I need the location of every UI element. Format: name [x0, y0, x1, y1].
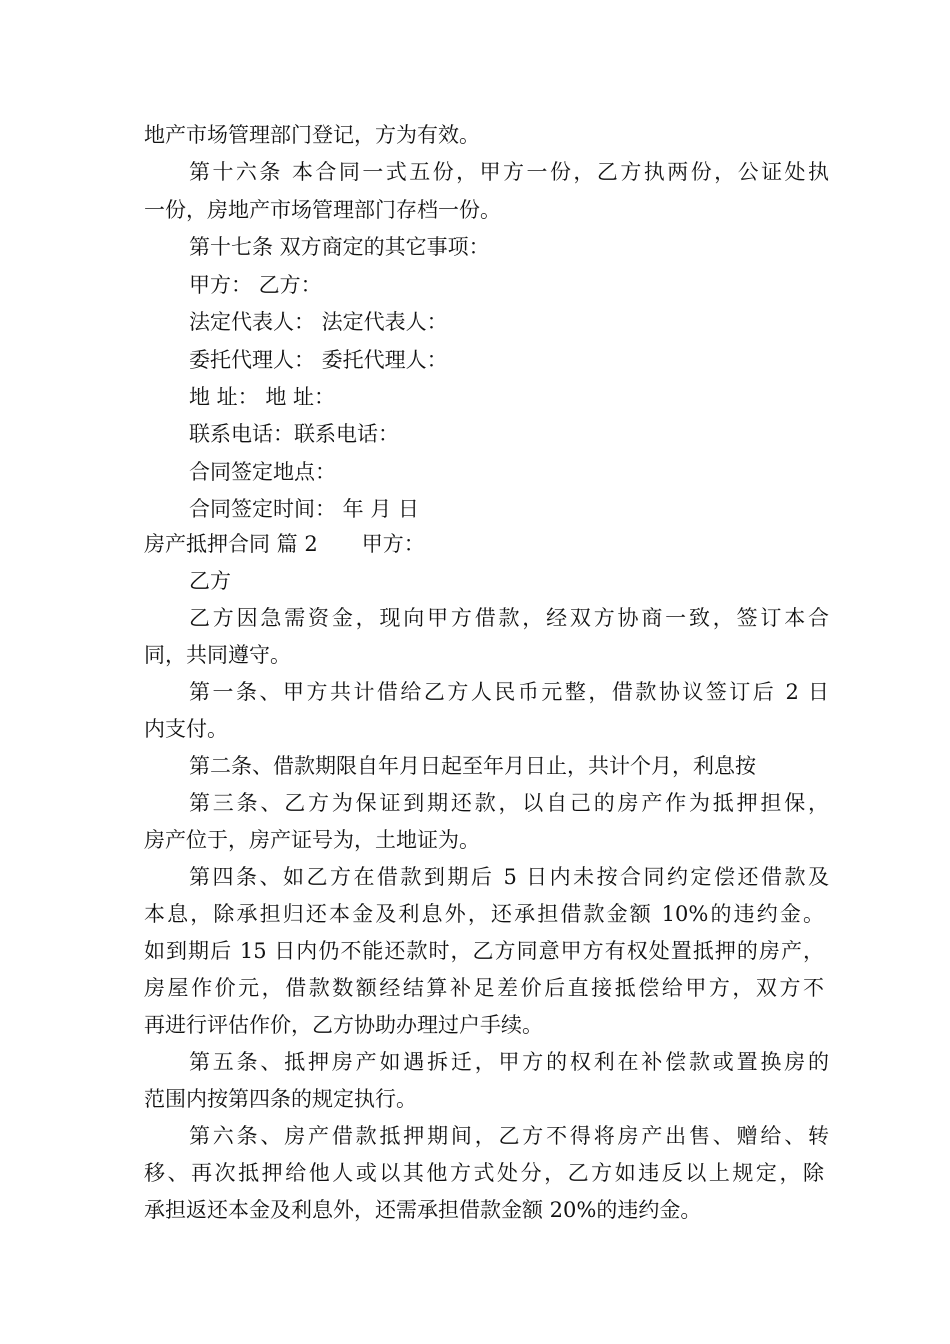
paragraph-line: 房屋作价元，借款数额经结算补足差价后直接抵偿给甲方，双方不	[144, 976, 824, 1000]
signature-field-line: 合同签定时间： 年 月 日	[189, 497, 420, 521]
party-a-label: 甲方：	[361, 532, 425, 556]
signature-field-line: 委托代理人： 委托代理人：	[189, 348, 448, 372]
paragraph-line: 第一条、甲方共计借给乙方人民币元整，借款协议签订后 2 日	[189, 680, 829, 704]
paragraph-line: 同，共同遵守。	[144, 643, 291, 667]
signature-field-line: 联系电话：联系电话：	[189, 422, 399, 446]
paragraph-line: 第十七条 双方商定的其它事项：	[189, 235, 490, 259]
paragraph-line: 地产市场管理部门登记，方为有效。	[144, 123, 480, 147]
section-heading: 房产抵押合同 篇 2	[144, 532, 318, 556]
paragraph-line: 第四条、如乙方在借款到期后 5 日内未按合同约定偿还借款及	[189, 865, 829, 889]
paragraph-line: 乙方	[189, 569, 231, 593]
paragraph-line: 第三条、乙方为保证到期还款，以自己的房产作为抵押担保，	[189, 791, 829, 815]
paragraph-line: 第六条、房产借款抵押期间，乙方不得将房产出售、赠给、转	[189, 1124, 829, 1148]
paragraph-line: 乙方因急需资金，现向甲方借款，经双方协商一致，签订本合	[189, 606, 829, 630]
paragraph-line: 承担返还本金及利息外，还需承担借款金额 20%的违约金。	[144, 1198, 702, 1222]
paragraph-line: 内支付。	[144, 717, 228, 741]
paragraph-line: 本息，除承担归还本金及利息外，还承担借款金额 10%的违约金。	[144, 902, 824, 926]
paragraph-line: 移、再次抵押给他人或以其他方式处分，乙方如违反以上规定，除	[144, 1161, 824, 1185]
paragraph-line: 范围内按第四条的规定执行。	[144, 1087, 417, 1111]
paragraph-line: 如到期后 15 日内仍不能还款时，乙方同意甲方有权处置抵押的房产，	[144, 939, 824, 963]
section-heading-line	[144, 530, 824, 558]
paragraph-line: 一份，房地产市场管理部门存档一份。	[144, 198, 501, 222]
signature-field-line: 地 址： 地 址：	[189, 385, 336, 409]
paragraph-line: 再进行评估作价，乙方协助办理过户手续。	[144, 1013, 543, 1037]
signature-field-line: 甲方： 乙方：	[189, 273, 322, 297]
signature-field-line: 法定代表人： 法定代表人：	[189, 310, 448, 334]
paragraph-line: 第五条、抵押房产如遇拆迁，甲方的权利在补偿款或置换房的	[189, 1050, 829, 1074]
paragraph-line: 房产位于，房产证号为，土地证为。	[144, 828, 480, 852]
paragraph-line: 第二条、借款期限自年月日起至年月日止，共计个月，利息按	[189, 754, 756, 778]
signature-field-line: 合同签定地点：	[189, 460, 336, 484]
paragraph-line: 第十六条 本合同一式五份，甲方一份，乙方执两份，公证处执	[189, 160, 829, 184]
